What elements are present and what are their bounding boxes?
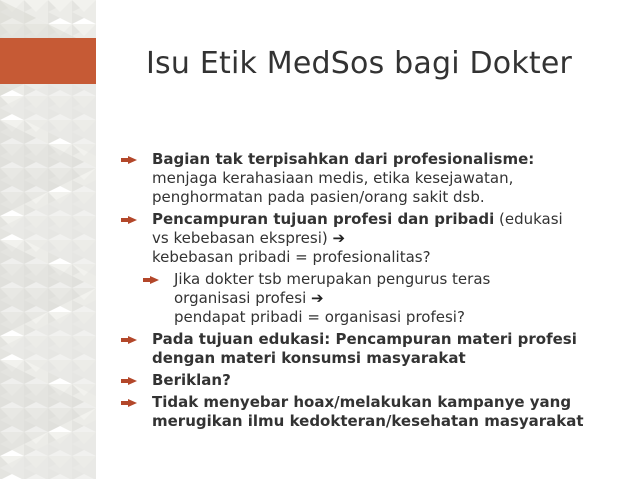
bullet-line xyxy=(174,308,628,327)
bold-text: merugikan ilmu kedokteran/kesehatan masyarakat xyxy=(152,412,584,430)
bullet-line xyxy=(152,330,628,349)
regular-text: (edukasi xyxy=(494,210,563,228)
bullet-line xyxy=(152,169,628,188)
bullet-line xyxy=(152,349,628,368)
bullet-line xyxy=(152,393,628,412)
regular-text: Jika dokter tsb merupakan pengurus teras xyxy=(174,270,491,288)
bullet-arrow-icon xyxy=(128,399,137,407)
bold-text: Beriklan? xyxy=(152,371,231,389)
bullet-line xyxy=(174,270,628,289)
regular-text: organisasi profesi xyxy=(174,289,312,307)
bullet-item xyxy=(128,150,628,207)
bullet-line xyxy=(152,248,628,267)
title-accent-bar xyxy=(0,38,96,84)
bullet-arrow-icon xyxy=(128,156,137,164)
bullet-list xyxy=(128,150,628,434)
bullet-arrow-icon xyxy=(128,216,137,224)
bold-text: Tidak menyebar hoax/melakukan kampanye yang xyxy=(152,393,572,411)
bullet-arrow-icon xyxy=(150,276,159,284)
regular-text: kebebasan pribadi = profesionalitas? xyxy=(152,248,431,266)
bullet-line xyxy=(152,188,628,207)
right-arrow-icon: ➔ xyxy=(332,229,346,247)
bold-text: Pencampuran tujuan profesi dan pribadi xyxy=(152,210,495,228)
bold-text: dengan materi konsumsi masyarakat xyxy=(152,349,466,367)
bullet-line xyxy=(174,289,628,308)
bold-text: Bagian tak terpisahkan dari profesionalisme: xyxy=(152,150,535,168)
bullet-arrow-icon xyxy=(128,377,137,385)
regular-text: menjaga kerahasiaan medis, etika kesejawatan, xyxy=(152,169,514,187)
regular-text: pendapat pribadi = organisasi profesi? xyxy=(174,308,465,326)
regular-text: vs kebebasan ekspresi) xyxy=(152,229,333,247)
bullet-item xyxy=(128,393,628,431)
slide-title: Isu Etik MedSos bagi Dokter xyxy=(146,46,573,81)
bullet-item xyxy=(128,371,628,390)
bullet-line xyxy=(152,210,628,229)
bullet-item xyxy=(128,330,628,368)
bullet-item xyxy=(128,210,628,267)
bullet-line xyxy=(152,412,628,431)
sub-bullet-item xyxy=(150,270,628,327)
right-arrow-icon: ➔ xyxy=(311,289,324,307)
bullet-line xyxy=(152,150,628,169)
bullet-arrow-icon xyxy=(128,336,137,344)
regular-text: penghormatan pada pasien/orang sakit dsb. xyxy=(152,188,485,206)
bold-text: Pada tujuan edukasi: Pencampuran materi profesi xyxy=(152,330,577,348)
bullet-line xyxy=(152,371,628,390)
bullet-line xyxy=(152,229,628,248)
